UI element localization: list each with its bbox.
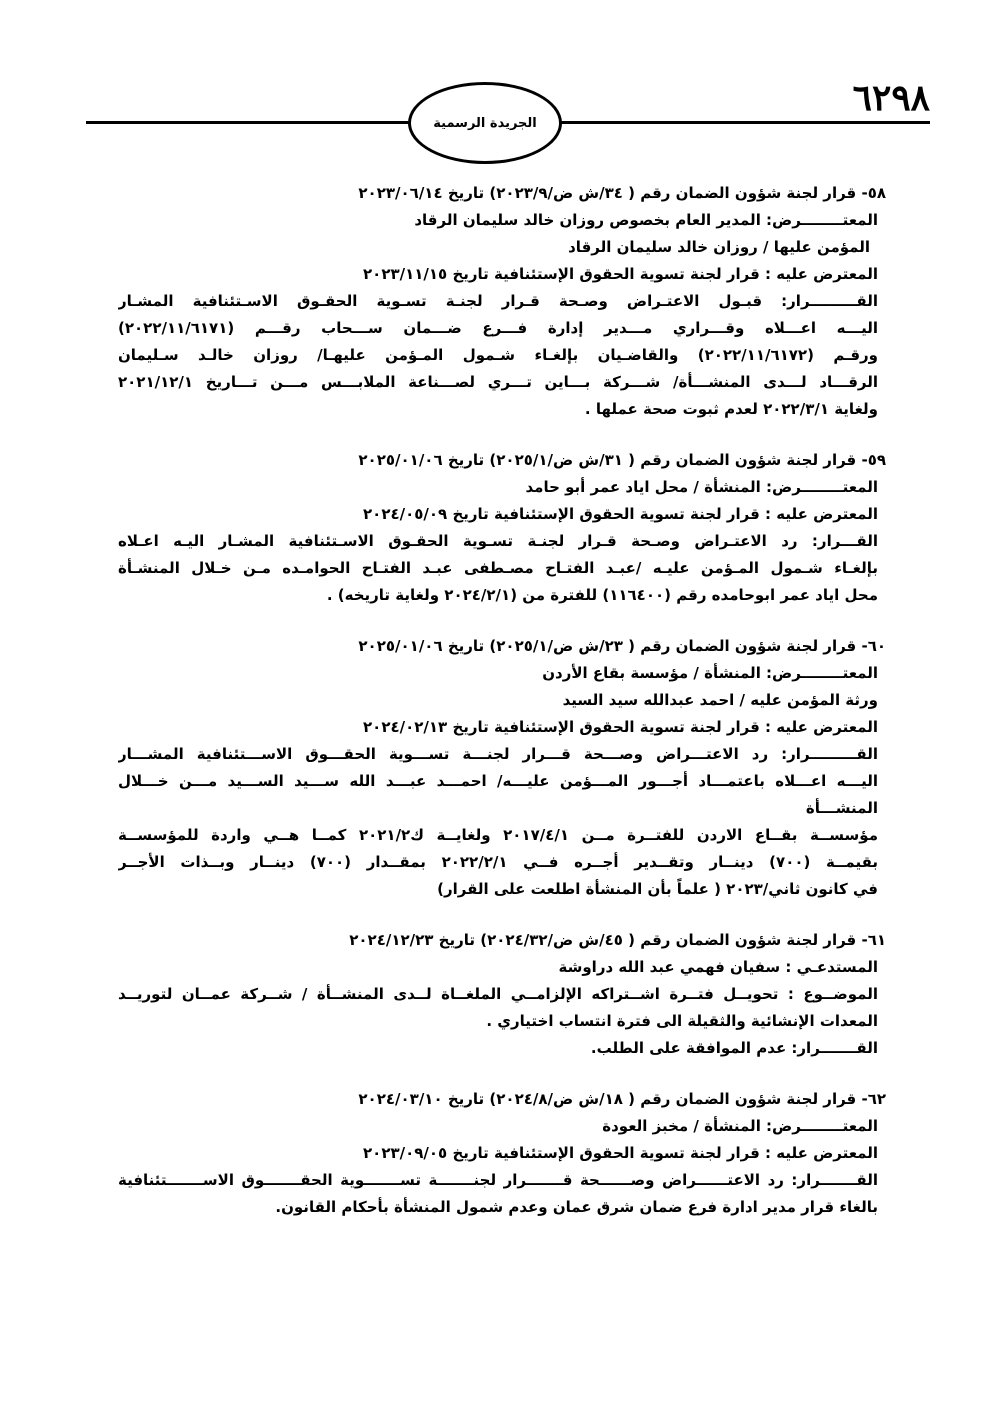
objected-against-line: المعترض عليه : قرار لجنة تسوية الحقوق الإستئنافية تاريخ ٢٠٢٣/١١/١٥	[363, 265, 878, 283]
heirs-line: ورثة المؤمن عليه / احمد عبدالله سيد السيد	[562, 691, 878, 709]
decision-entry-62	[118, 1086, 886, 1221]
decision-text-line: مؤسســة بقــاع الاردن للفتــرة مــن ٢٠١٧/٤/١ ولغايــة ك٢٠٢١/٢ كمــا هــي واردة للمؤسســة	[118, 826, 878, 844]
entry-title: ٦٠- قرار لجنة شؤون الضمان رقم ( ٢٣/ش ض/٢٠٢٥/١) تاريخ ٢٠٢٥/٠١/٠٦	[358, 637, 886, 655]
decision-entry-61	[118, 927, 886, 1062]
publication-name: الجريدة الرسمية	[433, 115, 537, 131]
entry-title: ٦١- قرار لجنة شؤون الضمان رقم ( ٤٥/ش ض/٢٠٢٤/٣٢) تاريخ ٢٠٢٤/١٢/٢٣	[349, 931, 886, 949]
decision-text-line: في كانون ثاني/٢٠٢٣ ( علماً بأن المنشأة اطلعت على القرار)	[437, 880, 878, 898]
decision-text-line: محل اياد عمر ابوحامده رقم (١١٦٤٠٠) للفترة من (٢٠٢٤/٢/١ ولغاية تاريخه) .	[326, 586, 878, 604]
decision-text-line: القـــــــــرار: رد الاعتـــراض وصـــحة قـــرار لجنـــة تســـوية الحقـــوق الاســـتئنافية المشـــار	[118, 745, 878, 763]
subject-line: المعدات الإنشائية والثقيلة الى فترة انتساب اختياري .	[486, 1012, 878, 1030]
publication-oval	[408, 82, 562, 164]
decision-text-line: ولغاية ٢٠٢٢/٣/١ لعدم ثبوت صحة عملها .	[584, 400, 878, 418]
objector-line: المعتــــــــرض: المنشأة / مخبز العودة	[602, 1117, 878, 1135]
insured-line: المؤمن عليها / روزان خالد سليمان الرقاد	[568, 238, 870, 256]
decision-text-line: الرقـــاد لـــدى المنشـــأة/ شـــركة بـــاين تـــري لصـــناعة الملابـــس مـــن تـــاريخ ٢٠٢١/١٢/١	[118, 373, 878, 391]
decision-entry-59	[118, 447, 886, 609]
entry-title: ٥٩- قرار لجنة شؤون الضمان رقم ( ٣١/ش ض/٢٠٢٥/١) تاريخ ٢٠٢٥/٠١/٠٦	[358, 451, 886, 469]
entry-title: ٦٢- قرار لجنة شؤون الضمان رقم ( ١٨/ش ض/٢٠٢٤/٨) تاريخ ٢٠٢٤/٠٣/١٠	[358, 1090, 886, 1108]
decision-text-line: اليـــه اعـــلاه باعتمـــاد أجـــور المـــؤمن عليـــه/ احمـــد عبـــد الله ســـيد الســـيد مـــن خـــلال المنشـــأة	[118, 772, 878, 817]
entry-title: ٥٨- قرار لجنة شؤون الضمان رقم ( ٣٤/ش ض/٢٠٢٣/٩) تاريخ ٢٠٢٣/٠٦/١٤	[358, 184, 886, 202]
objected-against-line: المعترض عليه : قرار لجنة تسوية الحقوق الإستئنافية تاريخ ٢٠٢٤/٠٢/١٣	[363, 718, 878, 736]
applicant-line: المستدعـي : سفيان فهمي عبد الله دراوشة	[558, 958, 878, 976]
decision-text-line: بالغاء قرار مدير ادارة فرع ضمان شرق عمان وعدم شمول المنشأة بأحكام القانون.	[275, 1198, 878, 1216]
decision-text-line: بإلغـاء شـمول المـؤمن عليـه /عبـد الفتـاح مصـطفى عبـد الفتـاح الحوامـده مـن خـلال المنشـأة	[118, 559, 878, 577]
decision-text-line: القـــــــرار: رد الاعتــــــراض وصــــــحة قـــــــرار لجنـــــــة تســـــــوية الحقـــــــوق الاســـــــتئنافية	[118, 1171, 878, 1189]
page-header	[86, 78, 930, 168]
decision-entry-58	[118, 180, 886, 423]
decision-line: القـــــــرار: عدم الموافقة على الطلب.	[590, 1039, 878, 1057]
objector-line: المعتــــــــرض: المنشأة / محل اياد عمر أبو حامد	[525, 478, 878, 496]
page-number: ٦٢٩٨	[852, 77, 930, 119]
objected-against-line: المعترض عليه : قرار لجنة تسوية الحقوق الإستئنافية تاريخ ٢٠٢٣/٠٩/٠٥	[363, 1144, 878, 1162]
document-body	[118, 180, 886, 1245]
decision-text-line: ورقـم (٢٠٢٢/١١/٦١٧٢) والقاضـيان بإلغـاء شـمول المـؤمن عليهـا/ روزان خالـد سـليمان	[118, 346, 878, 364]
objector-line: المعتــــــــرض: المنشأة / مؤسسة بقاع الأردن	[542, 664, 878, 682]
subject-line: الموضــوع : تحويــل فتــرة اشــتراكه الإلزامــي الملغــاة لــدى المنشــأة / شــركة عمــان لتوريــد	[118, 985, 878, 1003]
decision-text-line: القـــــــــرار: قبـول الاعتـراض وصـحة قـرار لجنـة تسـوية الحقـوق الاسـتئنافية المشـار	[118, 292, 878, 310]
objector-line: المعتــــــــرض: المدير العام بخصوص روزان خالد سليمان الرقاد	[414, 211, 878, 229]
decision-entry-60	[118, 633, 886, 903]
decision-text-line: القـــرار: رد الاعتـراض وصـحة قـرار لجنـة تسـوية الحقـوق الاسـتئنافية المشـار اليـه اعـلاه	[118, 532, 878, 550]
decision-text-line: اليـــه اعـــلاه وقـــراري مـــدير إدارة فـــرع ضـــمان ســـحاب رقـــم (٢٠٢٢/١١/٦١٧١)	[118, 319, 878, 337]
decision-text-line: بقيمــة (٧٠٠) دينــار وتقــدير أجــره فــي ٢٠٢٢/٢/١ بمقــدار (٧٠٠) دينــار وبــذات الأجــر	[118, 853, 879, 871]
objected-against-line: المعترض عليه : قرار لجنة تسوية الحقوق الإستئنافية تاريخ ٢٠٢٤/٠٥/٠٩	[363, 505, 878, 523]
